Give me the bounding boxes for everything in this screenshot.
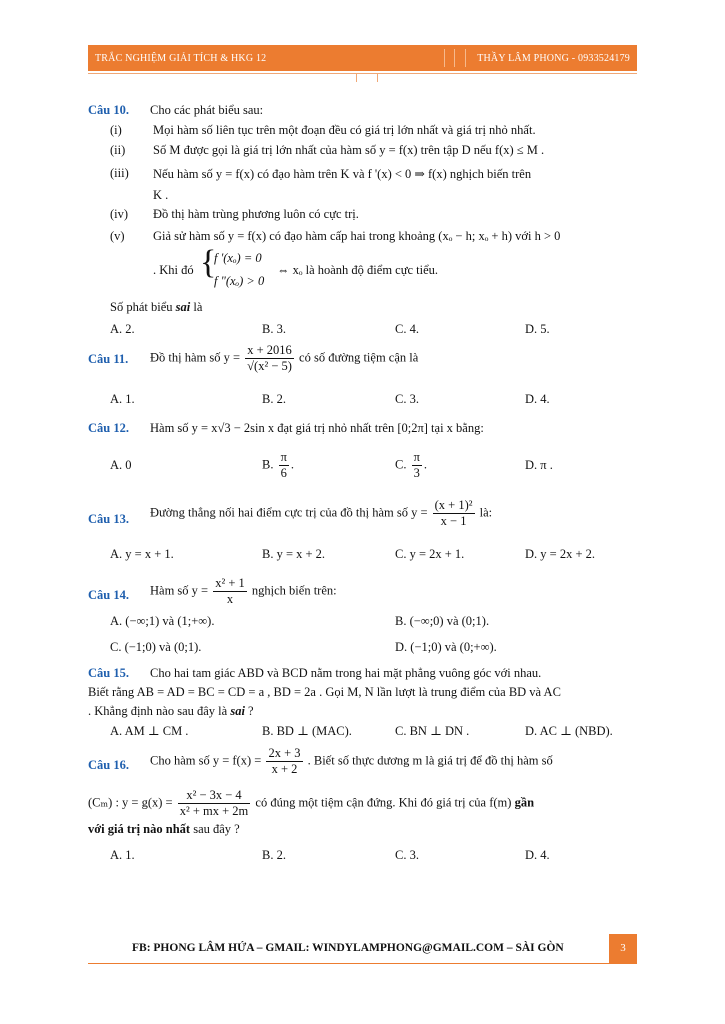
q10-iii-text2: K .	[153, 188, 169, 202]
q14-option-d[interactable]: D. (−1;0) và (0;+∞).	[395, 640, 497, 654]
q14-fraction: $\frac{\text{x² + 1}}{x}$	[215, 576, 245, 606]
page-header	[88, 45, 637, 71]
header-rule-mark	[356, 74, 378, 82]
q14-label: Câu 14.	[88, 588, 129, 602]
q10-iv-text: Đồ thị hàm trùng phương luôn có cực trị.	[153, 207, 359, 221]
q13-option-c[interactable]: C. y = 2x + 1.	[395, 547, 465, 561]
q10-v-num: (v)	[110, 229, 125, 243]
q15-option-b[interactable]: B. BD ⊥ (MAC).	[262, 724, 352, 738]
q10-option-d[interactable]: D. 5.	[525, 322, 550, 336]
q10-v-cond2: f "(xₒ) > 0	[214, 274, 265, 288]
q10-option-b[interactable]: B. 3.	[262, 322, 286, 336]
q12-option-a[interactable]: A. 0	[110, 458, 132, 472]
q13-fraction: $\frac{\text{(x + 1)²}}{x - 1}$	[434, 498, 473, 528]
q15-text1: Cho hai tam giác ABD và BCD nằm trong hai mặt phẳng vuông góc với nhau.	[150, 666, 542, 680]
q16-option-a[interactable]: A. 1.	[110, 848, 135, 862]
header-left: TRẮC NGHIỆM GIẢI TÍCH & HKG 12	[95, 53, 267, 64]
q11-option-c[interactable]: C. 3.	[395, 392, 419, 406]
q11-fraction: $\frac{x + 2016}{\text{√(x² − 5)}}$	[247, 343, 292, 373]
q15-text2: Biết rằng AB = AD = BC = CD = a , BD = 2a . Gọi M, N lần lượt là trung điểm của BD và AC	[88, 685, 561, 699]
q14-option-a[interactable]: A. (−∞;1) và (1;+∞).	[110, 614, 215, 628]
header-divider	[444, 49, 466, 67]
q10-v-cond1: f '(xₒ) = 0	[214, 251, 262, 265]
q10-v-khi: . Khi đó	[153, 263, 194, 277]
q15-text3: . Khẳng định nào sau đây là sai ?	[88, 704, 254, 718]
q10-iv-num: (iv)	[110, 207, 129, 221]
q13-stem: Đường thẳng nối hai điểm cực trị của đồ thị hàm số y = $\frac{\text{(x + 1)²}}{x - 1}$ là:	[150, 498, 493, 528]
q16-label: Câu 16.	[88, 758, 129, 772]
q10-option-c[interactable]: C. 4.	[395, 322, 419, 336]
q12-label: Câu 12.	[88, 421, 129, 435]
q15-option-d[interactable]: D. AC ⊥ (NBD).	[525, 724, 613, 738]
header-right: THẦY LÂM PHONG - 0933524179	[477, 53, 630, 64]
q10-iii-num: (iii)	[110, 166, 129, 180]
q10-v-then: ⇔ xₒ là hoành độ điểm cực tiểu.	[277, 263, 439, 277]
q15-option-c[interactable]: C. BN ⊥ DN .	[395, 724, 470, 738]
q14-stem: Hàm số y = $\frac{\text{x² + 1}}{x}$ nghịch biến trên:	[150, 576, 337, 606]
footer-contact: FB: PHONG LÂM HỨA – GMAIL: WINDYLAMPHONG@GMAIL.COM – SÀI GÒN	[132, 942, 564, 954]
q12-option-d[interactable]: D. π .	[525, 458, 553, 472]
q16-option-d[interactable]: D. 4.	[525, 848, 550, 862]
q13-label: Câu 13.	[88, 512, 129, 526]
q15-label: Câu 15.	[88, 666, 129, 680]
system-brace: {	[200, 244, 217, 281]
q16-option-c[interactable]: C. 3.	[395, 848, 419, 862]
q14-option-b[interactable]: B. (−∞;0) và (0;1).	[395, 614, 490, 628]
q12-option-b[interactable]: B. $\frac{\pi}{6}$ .	[262, 450, 295, 480]
q10-label: Câu 10.	[88, 103, 129, 117]
q16-g-fraction: $\frac{\text{x² − 3x − 4}}{\text{x² + mx + 2m}}$	[179, 788, 249, 818]
q10-question: Số phát biểu sai là	[110, 300, 203, 314]
q11-option-b[interactable]: B. 2.	[262, 392, 286, 406]
q10-intro: Cho các phát biểu sau:	[150, 103, 264, 117]
q16-stem1: Cho hàm số y = f(x) = $\frac{2x + 3}{x + 2}$ . Biết số thực dương m là giá trị để đồ thị hàm số	[150, 746, 553, 776]
q16-stem3: với giá trị nào nhất sau đây ?	[88, 822, 240, 836]
q10-i-text: Mọi hàm số liên tục trên một đoạn đều có giá trị lớn nhất và giá trị nhỏ nhất.	[153, 123, 536, 137]
page-number: 3	[609, 934, 637, 963]
q12-stem: Hàm số y = x√3 − 2sin x đạt giá trị nhỏ nhất trên [0;2π] tại x bằng:	[150, 421, 484, 435]
q11-option-d[interactable]: D. 4.	[525, 392, 550, 406]
q15-option-a[interactable]: A. AM ⊥ CM .	[110, 724, 189, 738]
q10-iii-text: Nếu hàm số y = f(x) có đạo hàm trên K và f '(x) < 0 ⇒ f(x) nghịch biến trên	[153, 167, 532, 181]
q11-label: Câu 11.	[88, 352, 129, 366]
q16-f-fraction: $\frac{2x + 3}{x + 2}$	[268, 746, 301, 776]
q10-v-text: Giả sử hàm số y = f(x) có đạo hàm cấp hai trong khoảng (xₒ − h; xₒ + h) với h > 0	[153, 229, 561, 243]
q14-option-c[interactable]: C. (−1;0) và (0;1).	[110, 640, 202, 654]
q13-option-a[interactable]: A. y = x + 1.	[110, 547, 174, 561]
q11-stem: Đồ thị hàm số y = $\frac{x + 2016}{\text{√(x² − 5)}}$ có số đường tiệm cận là	[150, 343, 419, 373]
q10-option-a[interactable]: A. 2.	[110, 322, 135, 336]
footer-rule	[88, 963, 637, 964]
q11-option-a[interactable]: A. 1.	[110, 392, 135, 406]
q10-ii-text: Số M được gọi là giá trị lớn nhất của hàm số y = f(x) trên tập D nếu f(x) ≤ M .	[153, 143, 545, 157]
q13-option-b[interactable]: B. y = x + 2.	[262, 547, 326, 561]
q16-option-b[interactable]: B. 2.	[262, 848, 286, 862]
q12-option-c[interactable]: C. $\frac{\pi}{3}$ .	[395, 450, 428, 480]
q10-ii-num: (ii)	[110, 143, 126, 157]
q16-stem2: (Cₘ) : y = g(x) = $\frac{\text{x² − 3x − 4}}{\text{x² + mx + 2m}}$ có đúng một tiệm cận đứng. Khi đó giá trị của f(m) gần	[88, 788, 535, 818]
q13-option-d[interactable]: D. y = 2x + 2.	[525, 547, 596, 561]
q10-i-num: (i)	[110, 123, 122, 137]
